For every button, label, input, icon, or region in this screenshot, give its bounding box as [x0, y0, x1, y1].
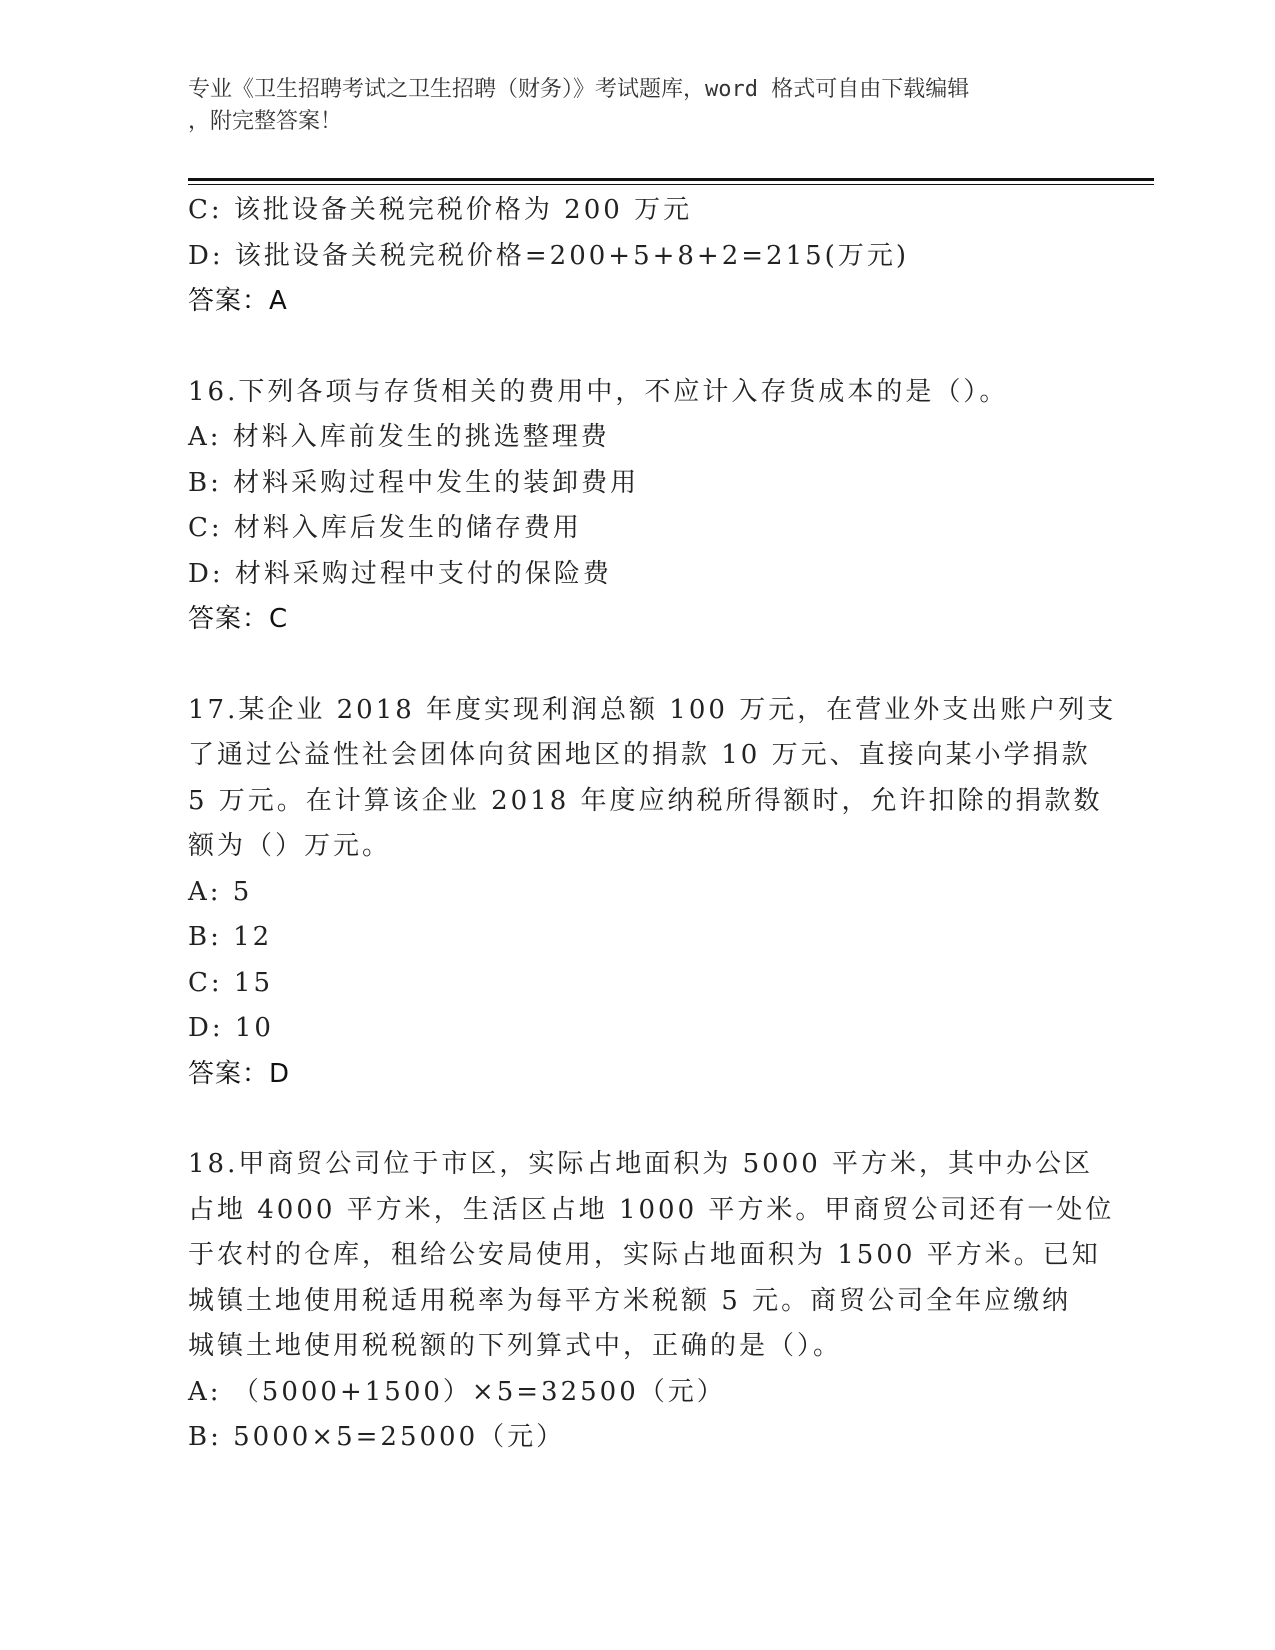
q16-option-a: A: 材料入库前发生的挑选整理费 — [188, 422, 610, 452]
q17-option-b: B: 12 — [188, 922, 273, 952]
question-16 — [188, 370, 1088, 643]
question-15-tail — [188, 188, 1088, 325]
q18-stem-line: 占地 4000 平方米，生活区占地 1000 平方米。甲商贸公司还有一处位 — [188, 1194, 1115, 1225]
q17-option-d: D: 10 — [188, 1013, 274, 1043]
question-17 — [188, 688, 1117, 1098]
spacer — [188, 643, 1088, 688]
document-header-note — [188, 74, 1088, 138]
q17-stem-line: 17.某企业 2018 年度实现利润总额 100 万元，在营业外支出账户列支 — [188, 694, 1117, 725]
q16-option-c: C: 材料入库后发生的储存费用 — [188, 513, 582, 543]
q18-stem-line: 于农村的仓库，租给公安局使用，实际占地面积为 1500 平方米。已知 — [188, 1240, 1101, 1270]
q18-stem-line: 城镇土地使用税适用税率为每平方米税额 5 元。商贸公司全年应缴纳 — [188, 1285, 1072, 1316]
question-content — [188, 188, 1117, 1461]
q17-stem-line: 了通过公益性社会团体向贫困地区的捐款 10 万元、直接向某小学捐款 — [188, 740, 1091, 770]
q16-option-b: B: 材料采购过程中发生的装卸费用 — [188, 467, 640, 498]
header-divider-thick — [188, 178, 1154, 181]
q16-option-d: D: 材料采购过程中支付的保险费 — [188, 558, 612, 589]
q15-option-d: D: 该批设备关税完税价格=200+5+8+2=215(万元) — [188, 240, 909, 271]
q17-answer: 答案：D — [188, 1058, 291, 1089]
q18-option-a: A: （5000+1500）×5=32500（元） — [188, 1376, 726, 1407]
header-divider-thin — [188, 184, 1154, 185]
q17-option-a: A: 5 — [188, 876, 253, 907]
header-line-1: 专业《卫生招聘考试之卫生招聘（财务）》考试题库，word 格式可自由下载编辑 — [188, 77, 970, 102]
q17-stem-line: 额为（）万元。 — [188, 831, 392, 861]
question-18 — [188, 1142, 1115, 1461]
q16-answer: 答案：C — [188, 604, 289, 634]
q17-stem-line: 5 万元。在计算该企业 2018 年度应纳税所得额时，允许扣除的捐款数 — [188, 785, 1103, 816]
header-line-2: ，附完整答案！ — [188, 109, 343, 134]
q15-answer: 答案：A — [188, 286, 288, 316]
spacer — [188, 1097, 1088, 1142]
spacer — [188, 325, 1088, 370]
q15-option-c: C: 该批设备关税完税价格为 200 万元 — [188, 195, 693, 225]
q16-stem: 16.下列各项与存货相关的费用中，不应计入存货成本的是（）。 — [188, 376, 1009, 407]
q18-stem-line: 城镇土地使用税税额的下列算式中，正确的是（）。 — [188, 1331, 843, 1361]
q17-option-c: C: 15 — [188, 967, 274, 998]
q18-option-b: B: 5000×5=25000（元） — [188, 1422, 566, 1452]
q18-stem-line: 18.甲商贸公司位于市区，实际占地面积为 5000 平方米，其中办公区 — [188, 1149, 1094, 1179]
